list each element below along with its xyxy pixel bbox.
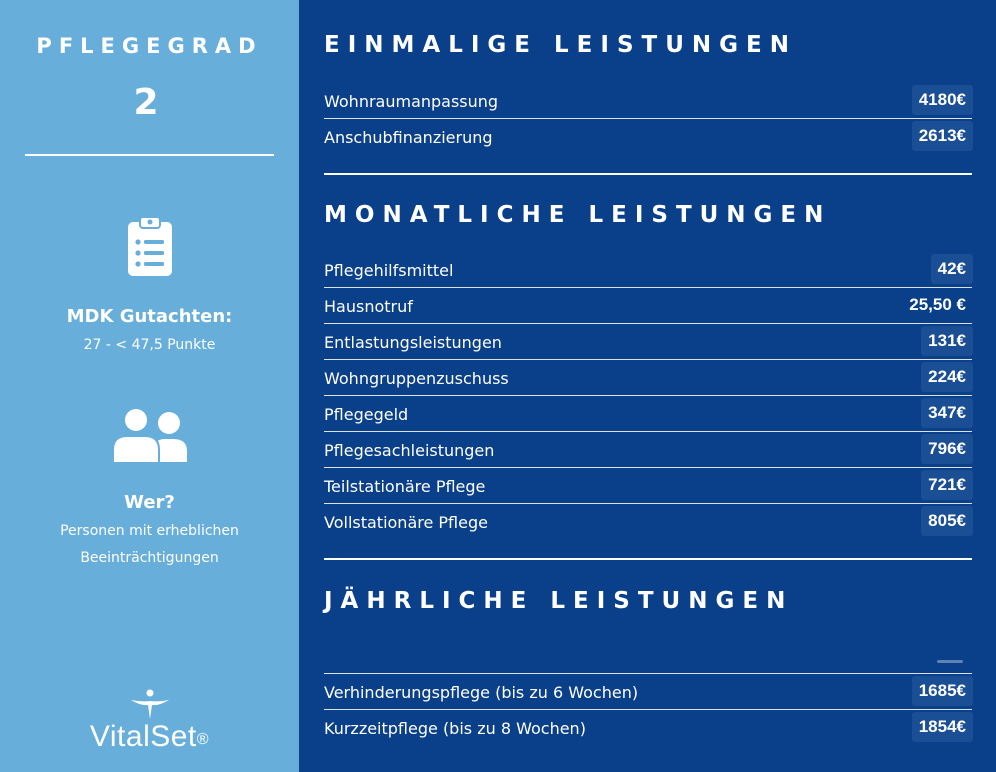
list-item <box>324 504 972 540</box>
item-value: 1685€ <box>912 676 973 706</box>
list-einmalig <box>324 83 972 155</box>
list-item <box>324 468 972 504</box>
list-item <box>324 396 972 432</box>
pflegegrad-value: 2 <box>133 82 159 123</box>
main-panel <box>299 0 996 772</box>
item-value: 347€ <box>921 398 973 428</box>
item-value: 721€ <box>921 470 973 500</box>
item-label: Wohnraumanpassung <box>324 92 499 111</box>
vitalset-logo-mark <box>129 688 171 720</box>
list-item <box>324 432 972 468</box>
list-item <box>324 324 972 360</box>
item-value: 42€ <box>931 254 973 284</box>
item-label: Verhinderungspflege (bis zu 6 Wochen) <box>324 683 639 702</box>
wer-heading: Wer? <box>124 492 175 513</box>
pflegegrad-title: PFLEGEGRAD <box>36 34 263 58</box>
item-label: Anschubfinanzierung <box>324 128 493 147</box>
list-item <box>324 119 972 155</box>
item-value: 805€ <box>921 506 973 536</box>
mdk-points: 27 - < 47,5 Punkte <box>83 337 216 353</box>
section-divider <box>324 173 972 175</box>
item-value: 2613€ <box>912 121 973 151</box>
item-label: Pflegegeld <box>324 405 409 424</box>
item-label: Pflegesachleistungen <box>324 441 495 460</box>
logo-registered: ® <box>196 731 210 748</box>
list-item <box>324 360 972 396</box>
logo-text: VitalSet <box>89 720 197 753</box>
item-label: Teilstationäre Pflege <box>324 477 486 496</box>
section-divider <box>324 558 972 560</box>
list-item <box>324 83 972 119</box>
clipboard-list-icon <box>0 215 299 277</box>
people-icon <box>0 406 299 464</box>
list-jaehrlich <box>324 673 972 746</box>
section-title-jaehrlich: JÄHRLICHE LEISTUNGEN <box>324 588 794 614</box>
item-value: 131€ <box>921 326 973 356</box>
item-value: 796€ <box>921 434 973 464</box>
wer-description-line-1: Personen mit erheblichen <box>60 523 239 539</box>
section-title-monatlich: MONATLICHE LEISTUNGEN <box>324 202 832 228</box>
list-item <box>324 288 972 324</box>
item-value: 4180€ <box>912 85 973 115</box>
item-label: Vollstationäre Pflege <box>324 513 488 532</box>
item-value: 224€ <box>921 362 973 392</box>
list-item <box>324 710 972 746</box>
item-label: Hausnotruf <box>324 297 413 316</box>
item-value: 25,50 € <box>909 295 966 314</box>
item-label: Pflegehilfsmittel <box>324 261 454 280</box>
list-monatlich <box>324 252 972 540</box>
decorative-mark <box>937 660 963 663</box>
mdk-heading: MDK Gutachten: <box>66 306 233 327</box>
wer-description <box>0 518 299 572</box>
item-label: Kurzzeitpflege (bis zu 8 Wochen) <box>324 719 586 738</box>
sidebar-divider <box>25 154 274 156</box>
vitalset-logo <box>0 688 299 754</box>
list-item <box>324 674 972 710</box>
item-label: Wohngruppenzuschuss <box>324 369 509 388</box>
sidebar <box>0 0 299 772</box>
item-value: 1854€ <box>912 712 973 742</box>
list-item <box>324 252 972 288</box>
section-title-einmalig: EINMALIGE LEISTUNGEN <box>324 32 797 58</box>
wer-description-line-2: Beeinträchtigungen <box>80 550 219 566</box>
item-label: Entlastungsleistungen <box>324 333 502 352</box>
